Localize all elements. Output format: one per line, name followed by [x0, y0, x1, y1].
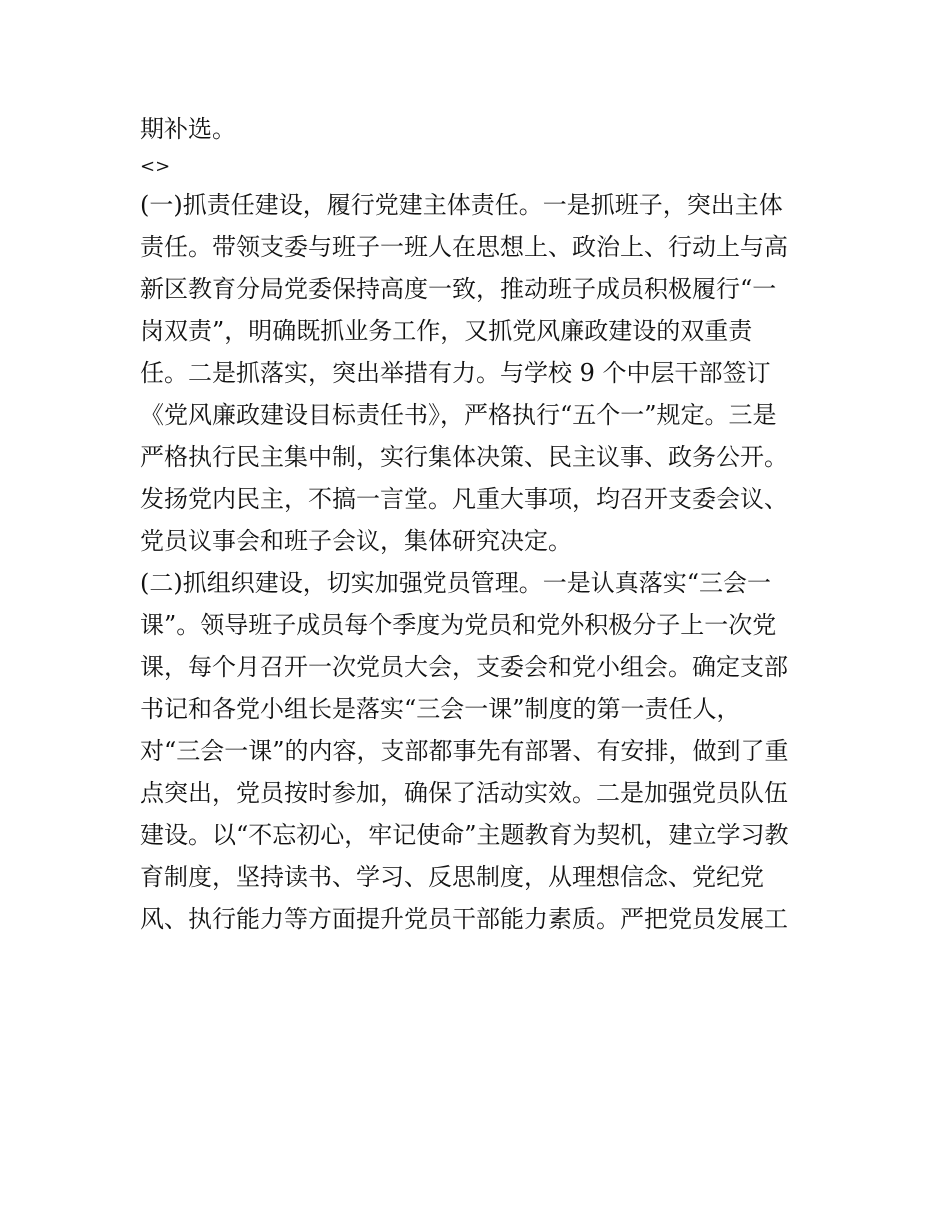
text-line: 书记和各党小组长是落实“三会一课”制度的第一责任人，	[140, 695, 741, 723]
text-line: 严格执行民主集中制，实行集体决策、民主议事、政务公开。	[140, 443, 788, 471]
text-line: 任。二是抓落实，突出举措有力。与学校 9 个中层干部签订	[140, 359, 771, 387]
text-line: 建设。以“不忘初心，牢记使命”主题教育为契机，建立学习教	[140, 821, 789, 849]
text-line: 期补选。	[140, 115, 236, 143]
document-body	[140, 108, 812, 940]
text-line: 责任。带领支委与班子一班人在思想上、政治上、行动上与高	[140, 233, 788, 261]
text-line: 点突出，党员按时参加，确保了活动实效。二是加强党员队伍	[140, 779, 788, 807]
text-line: 新区教育分局党委保持高度一致，推动班子成员积极履行“一	[140, 275, 777, 303]
text-line: 岗双责”，明确既抓业务工作，又抓党风廉政建设的双重责	[140, 317, 753, 345]
text-line: 育制度，坚持读书、学习、反思制度，从理想信念、党纪党	[140, 863, 764, 891]
text-line: <>	[140, 156, 171, 177]
text-line: 对“三会一课”的内容，支部都事先有部署、有安排，做到了重	[140, 737, 789, 765]
text-line: 课”。领导班子成员每个季度为党员和党外积极分子上一次党	[140, 611, 777, 639]
section-heading-line: (一)抓责任建设，履行党建主体责任。一是抓班子，突出主体	[140, 191, 783, 219]
text-line: 发扬党内民主，不搞一言堂。凡重大事项，均召开支委会议、	[140, 485, 788, 513]
text-line: 课，每个月召开一次党员大会，支委会和党小组会。确定支部	[140, 653, 788, 681]
text-line: 党员议事会和班子会议，集体研究决定。	[140, 527, 572, 555]
text-line: 《党风廉政建设目标责任书》，严格执行“五个一”规定。三是	[140, 401, 777, 429]
section-heading-line: (二)抓组织建设，切实加强党员管理。一是认真落实“三会一	[140, 569, 771, 597]
text-line: 风、执行能力等方面提升党员干部能力素质。严把党员发展工	[140, 905, 788, 933]
